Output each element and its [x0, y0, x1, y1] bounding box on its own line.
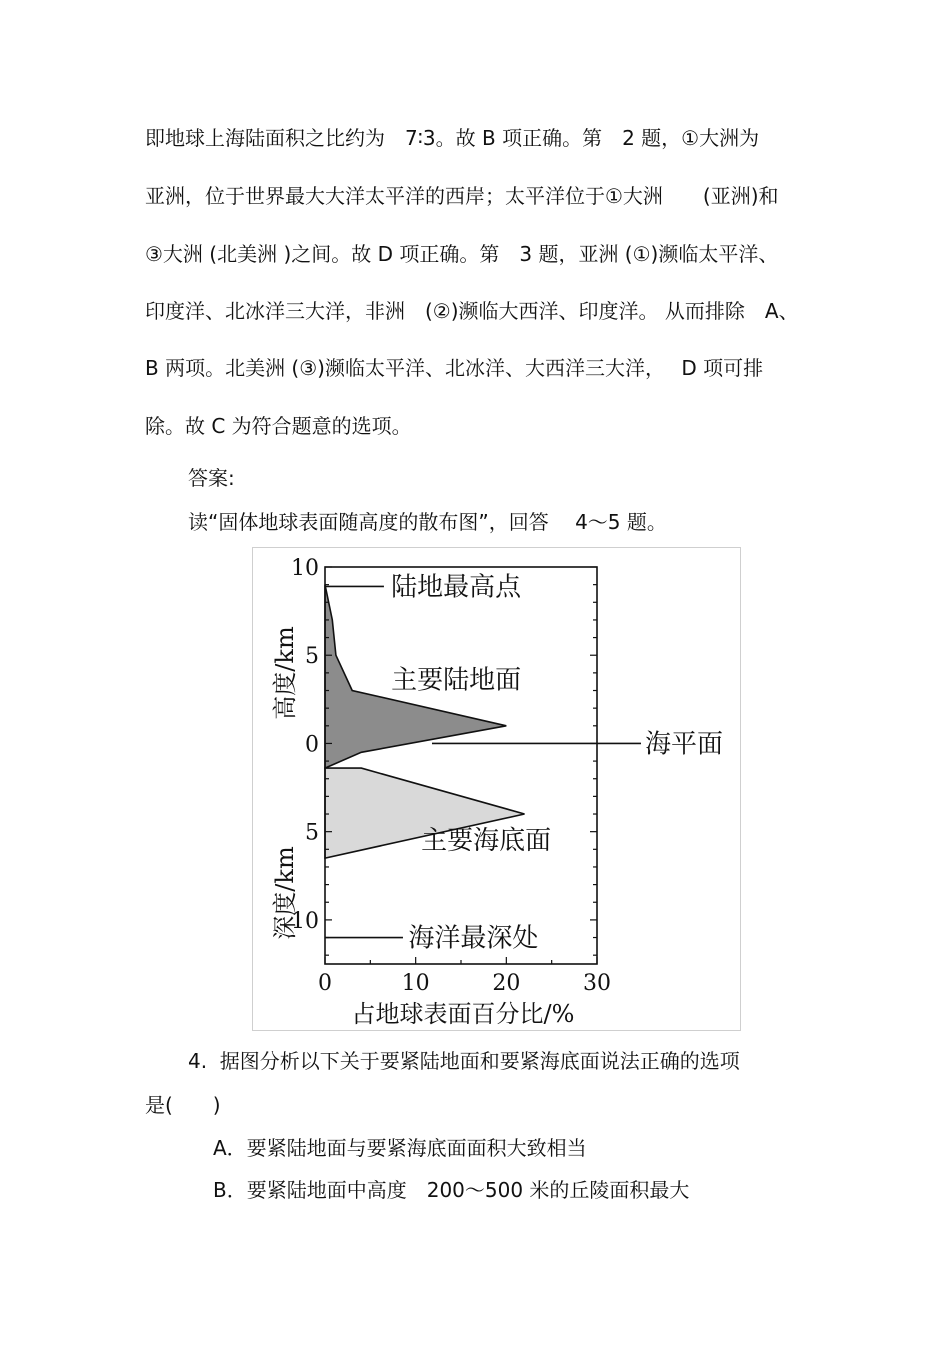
- paragraph-line: 亚洲，位于世界最大大洋太平洋的西岸；太平洋位于①大洲 (亚洲)和: [145, 184, 779, 208]
- question-stem-end: 是( ): [145, 1093, 221, 1117]
- y-tick-label: 5: [305, 644, 319, 670]
- annotation-sea-level: 海平面: [645, 729, 724, 760]
- paragraph-line: 即地球上海陆面积之比约为 7∶3。故 B 项正确。第 2 题，①大洲为: [145, 126, 760, 150]
- x-tick-label: 30: [583, 971, 611, 996]
- x-tick-label: 20: [492, 971, 521, 996]
- x-tick-label: 10: [401, 971, 430, 996]
- y-axis-title-depth: 深度/km: [271, 846, 299, 940]
- chart-svg: [253, 548, 740, 1030]
- annotation-deepest-point: 海洋最深处: [408, 923, 539, 954]
- x-axis-title: 占地球表面百分比/%: [351, 1000, 575, 1028]
- question-intro: 读“固体地球表面随高度的散布图”，回答 4～5 题。: [188, 510, 667, 534]
- paragraph-line: B 两项。北美洲 (③)濒临太平洋、北冰洋、大西洋三大洋， D 项可排: [145, 356, 764, 380]
- x-tick-label: 0: [318, 971, 332, 996]
- y-tick-label: 10: [291, 556, 319, 581]
- y-tick-label: 0: [305, 732, 319, 758]
- annotation-highest-point: 陆地最高点: [391, 572, 522, 603]
- option-b: B．要紧陆地面中高度 200～500 米的丘陵面积最大: [213, 1178, 690, 1202]
- answer-label: 答案:: [188, 466, 235, 490]
- paragraph-line: 印度洋、北冰洋三大洋，非洲 (②)濒临大西洋、印度洋。 从而排除 A、: [145, 299, 799, 323]
- annotation-main-land: 主要陆地面: [391, 665, 522, 696]
- option-a: A．要紧陆地面与要紧海底面面积大致相当: [213, 1136, 587, 1160]
- y-tick-label: 10: [291, 908, 319, 934]
- y-tick-label: 5: [305, 820, 319, 846]
- paragraph-line: 除。故 C 为符合题意的选项。: [145, 414, 412, 438]
- altitude-distribution-figure: [252, 547, 741, 1031]
- plot-frame: [325, 567, 597, 964]
- question-stem: 4. 据图分析以下关于要紧陆地面和要紧海底面说法正确的选项: [188, 1049, 740, 1073]
- paragraph-line: ③大洲 (北美洲 )之间。故 D 项正确。第 3 题，亚洲 (①)濒临太平洋、: [145, 242, 779, 266]
- annotation-main-ocean-floor: 主要海底面: [421, 826, 552, 857]
- y-axis-title-height: 高度/km: [271, 626, 299, 720]
